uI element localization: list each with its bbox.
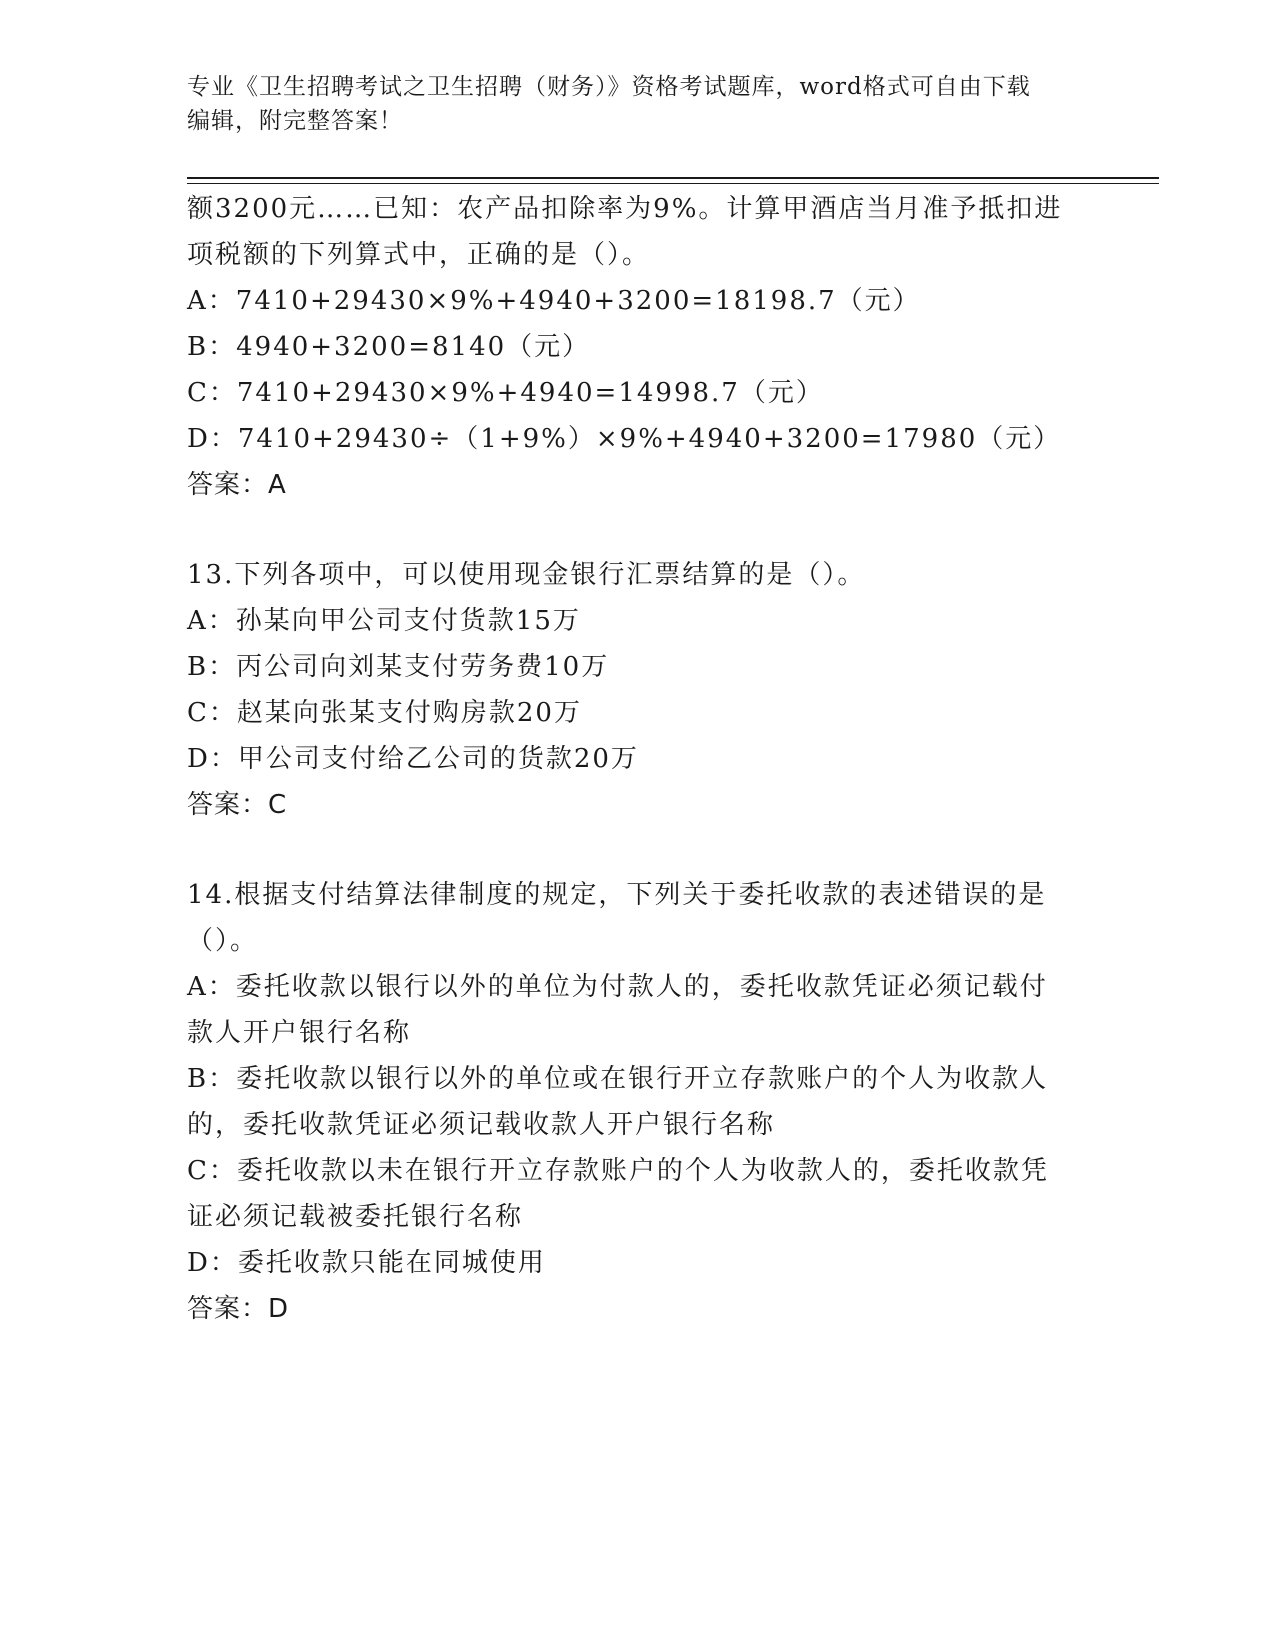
- question-spacer: [187, 828, 1077, 872]
- question-stem: 13.下列各项中，可以使用现金银行汇票结算的是（）。: [187, 560, 866, 590]
- question-14: [187, 872, 1077, 1332]
- question-spacer: [187, 508, 1077, 552]
- option-c: C：赵某向张某支付购房款20万: [187, 698, 582, 728]
- option-c: C：7410+29430×9%+4940=14998.7（元）: [187, 378, 824, 408]
- question-12: [187, 186, 1077, 508]
- option-d: D：7410+29430÷（1+9%）×9%+4940+3200=17980（元）: [187, 424, 1062, 454]
- document-body: [187, 186, 1077, 1332]
- answer-line: 答案：D: [187, 1294, 290, 1324]
- option-a: A：7410+29430×9%+4940+3200=18198.7（元）: [187, 286, 921, 316]
- header-divider-thick: [187, 177, 1159, 179]
- question-stem-line: 额3200元……已知：农产品扣除率为9%。计算甲酒店当月准予抵扣进: [187, 194, 1063, 224]
- option-b: B：丙公司向刘某支付劳务费10万: [187, 652, 610, 682]
- question-stem-line: （）。: [187, 926, 259, 956]
- option-d: D：甲公司支付给乙公司的货款20万: [187, 744, 639, 774]
- option-d: D：委托收款只能在同城使用: [187, 1248, 546, 1278]
- option-a: A：孙某向甲公司支付货款15万: [187, 606, 581, 636]
- question-stem-line: 项税额的下列算式中，正确的是（）。: [187, 240, 651, 270]
- answer-line: 答案：A: [187, 470, 287, 500]
- answer-line: 答案：C: [187, 790, 288, 820]
- option-b-line: 的，委托收款凭证必须记载收款人开户银行名称: [187, 1110, 776, 1140]
- option-a-line: A：委托收款以银行以外的单位为付款人的，委托收款凭证必须记载付: [187, 972, 1048, 1002]
- option-b: B：4940+3200=8140（元）: [187, 332, 591, 362]
- question-stem-line: 14.根据支付结算法律制度的规定，下列关于委托收款的表述错误的是: [187, 880, 1047, 910]
- option-b-line: B：委托收款以银行以外的单位或在银行开立存款账户的个人为收款人: [187, 1064, 1049, 1094]
- option-c-line: 证必须记载被委托银行名称: [187, 1202, 524, 1232]
- header-line-2: 编辑，附完整答案！: [187, 108, 403, 134]
- option-c-line: C：委托收款以未在银行开立存款账户的个人为收款人的，委托收款凭: [187, 1156, 1049, 1186]
- document-header: [187, 70, 1077, 138]
- option-a-line: 款人开户银行名称: [187, 1018, 412, 1048]
- header-line-1: 专业《卫生招聘考试之卫生招聘（财务）》资格考试题库，word格式可自由下载: [187, 74, 1031, 100]
- header-divider-thin: [187, 183, 1159, 184]
- question-13: [187, 552, 1077, 828]
